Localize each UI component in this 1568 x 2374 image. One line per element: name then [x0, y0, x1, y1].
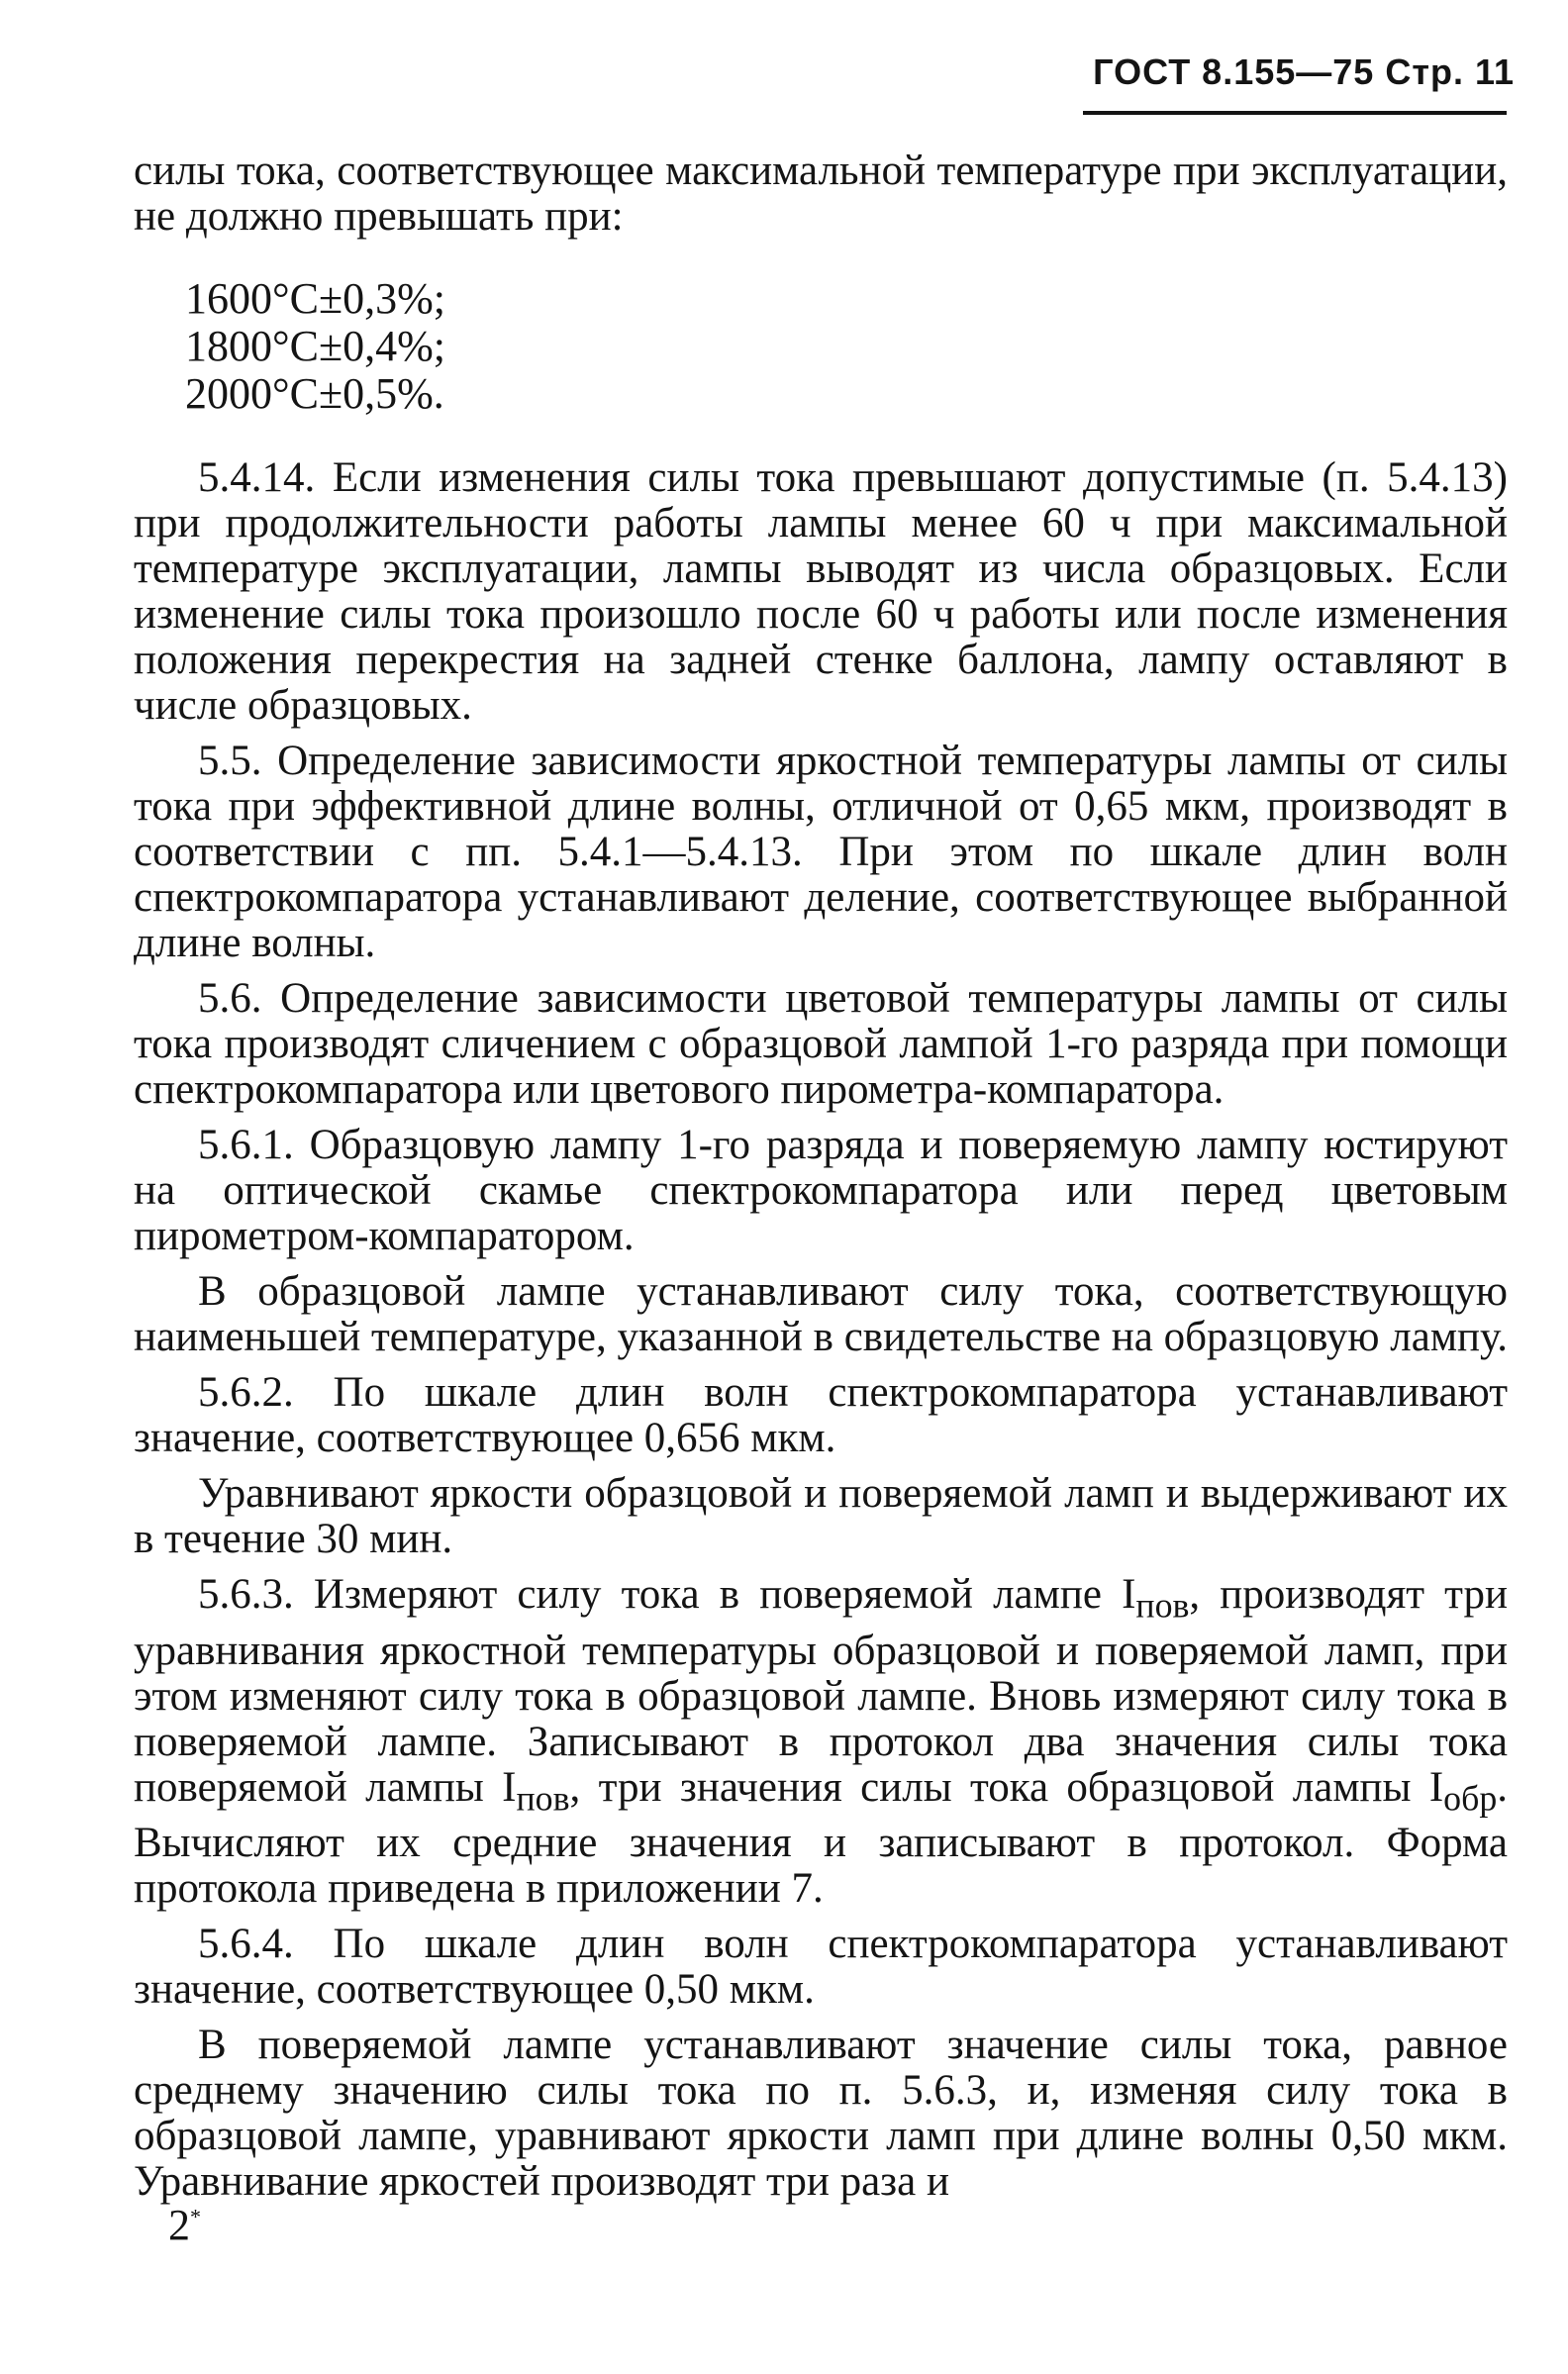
tolerance-list [185, 275, 1508, 418]
paragraph-5-6-2-cont: Уравнивают яркости образцовой и поверяемой ламп и выдерживают их в течение 30 мин. [134, 1470, 1508, 1562]
running-header: ГОСТ 8.155—75 Стр. 11 [1093, 51, 1515, 92]
tolerance-item: 2000°C±0,5%. [185, 369, 444, 418]
paragraph-5-6-4-cont: В поверяемой лампе устанавливают значение силы тока, равное среднему значению силы тока по п. 5.6.3, и, изменяя силу тока в образцовой лампе, уравнивают яркости ламп при длине волны 0,50 мкм. Уравнивание яркостей производят три раза и [134, 2022, 1508, 2206]
p563-part-b: , производят три уравнивания яркостной температуры образцовой и поверяемой ламп, при этом изменяют силу тока в образцовой лампе. Вновь измеряют силу тока в поверяемой лампе. Записывают в протокол два значения силы тока поверяемой лампы I [134, 1571, 1508, 1811]
signature-mark [168, 2200, 201, 2250]
subscript-pov: пов [1135, 1585, 1190, 1626]
subscript-pov: пов [516, 1778, 570, 1819]
signature-asterisk: * [190, 2204, 201, 2229]
paragraph-5-6: 5.6. Определение зависимости цветовой температуры лампы от силы тока производят сличением с образцовой лампой 1-го разряда при помощи спектрокомпаратора или цветового пирометра-компаратора. [134, 975, 1508, 1113]
paragraph-5-6-1-cont: В образцовой лампе устанавливают силу тока, соответствующую наименьшей температуре, указанной в свидетельстве на образцовую лампу. [134, 1268, 1508, 1360]
p563-part-c: , три значения силы тока образцовой лампы I [569, 1763, 1444, 1811]
paragraph-5-6-4: 5.6.4. По шкале длин волн спектрокомпаратора устанавливают значение, соответствующее 0,50 мкм. [134, 1921, 1508, 2014]
paragraph-5-6-2: 5.6.2. По шкале длин волн спектрокомпаратора устанавливают значение, соответствующее 0,656 мкм. [134, 1369, 1508, 1461]
header-rule [1083, 111, 1507, 115]
paragraph-5-4-14: 5.4.14. Если изменения силы тока превышают допустимые (п. 5.4.13) при продолжительности работы лампы менее 60 ч при максимальной температуре эксплуатации, лампы выводят из числа образцовых. Если изменение силы тока произошло после 60 ч работы или после изменения положения перекрестия на задней стенке баллона, лампу оставляют в числе образцовых. [134, 454, 1508, 729]
paragraph-5-6-1: 5.6.1. Образцовую лампу 1-го разряда и поверяемую лампу юстируют на оптической скамье спектрокомпаратора или перед цветовым пирометром-компаратором. [134, 1122, 1508, 1259]
paragraph-5-5: 5.5. Определение зависимости яркостной температуры лампы от силы тока при эффективной длине волны, отличной от 0,65 мкм, производят в соответствии с пп. 5.4.1—5.4.13. При этом по шкале длин волн спектрокомпаратора устанавливают деление, соответствующее выбранной длине волны. [134, 738, 1508, 966]
tolerance-item: 1600°C±0,3%; [185, 274, 445, 323]
p563-part-d: . Вычисляют их средние значения и записывают в протокол. Форма протокола приведена в приложении 7. [134, 1763, 1508, 1913]
body-text [134, 148, 1508, 2205]
tolerance-item: 1800°C±0,4%; [185, 322, 445, 370]
p563-part-a: 5.6.3. Измеряют силу тока в поверяемой лампе I [198, 1571, 1136, 1618]
signature-number: 2 [168, 2201, 190, 2249]
paragraph-5-6-3 [134, 1572, 1508, 1912]
subscript-obr: обр [1443, 1778, 1498, 1819]
intro-paragraph: силы тока, соответствующее максимальной температуре при эксплуатации, не должно превышать при: [134, 148, 1508, 240]
